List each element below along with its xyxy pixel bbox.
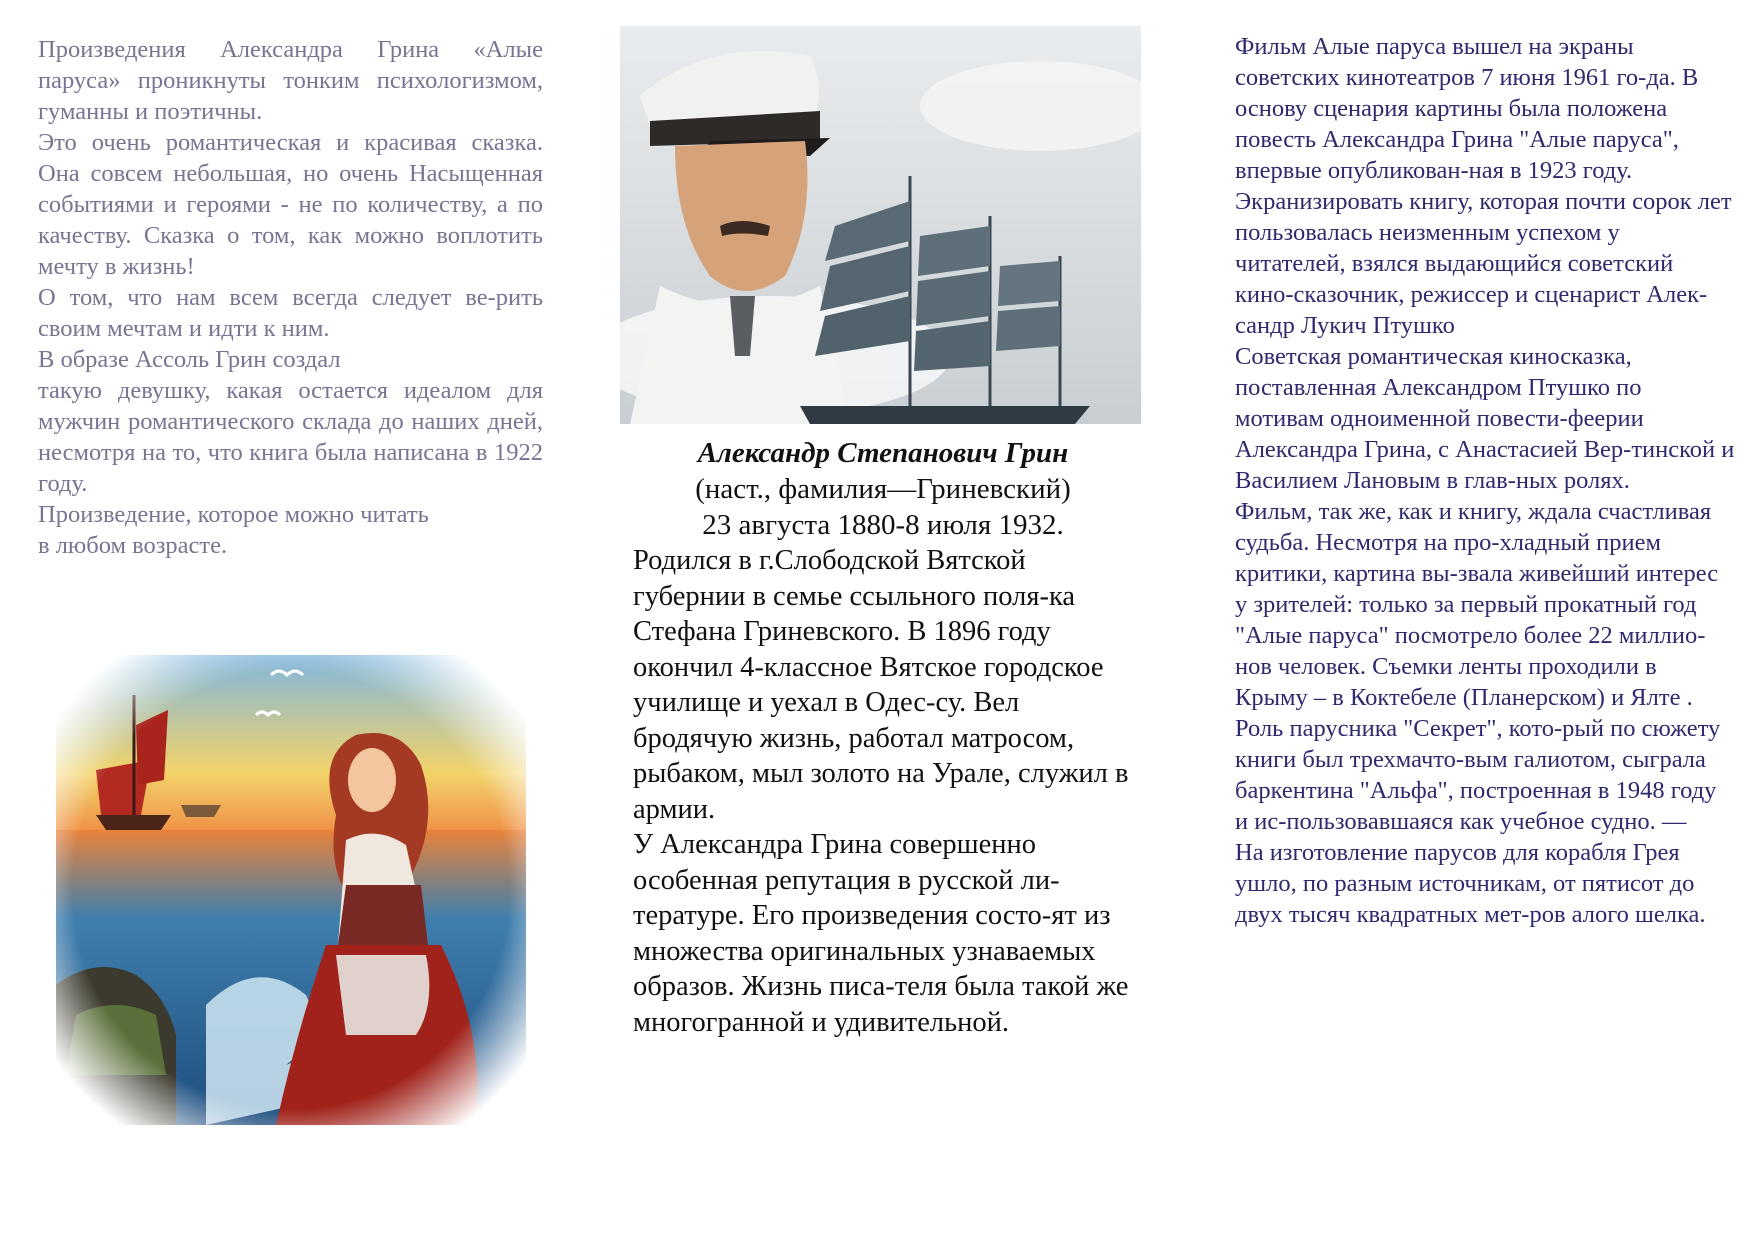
right-paragraph-1: Фильм Алые паруса вышел на экраны советских кинотеатров 7 июня 1961 го-да. В основу сценария картины была положена повесть Александра Грина "Алые паруса", впервые опубликован-ная в 1923 году. Экранизировать книгу, которая почти сорок лет пользовалась неизменным успехом у читателей, взялся выдающийся советский кино-сказочник, режиссер и сценарист Алек-сандр Лукич Птушко [1235, 33, 1732, 339]
author-real-surname: (наст., фамилия—Гриневский) [695, 473, 1071, 505]
author-dates: 23 августа 1880-8 июля 1932. [702, 509, 1064, 541]
biography [633, 543, 1133, 1040]
left-paragraph-1: Произведения Александра Грина «Алые паруса» проникнуты тонким психологизмом, гуманны и поэтичны. [38, 36, 543, 125]
bio-paragraph-1: Родился в г.Слободской Вятской губернии в семье ссыльного поля-ка Стефана Гриневского. В 1896 году окончил 4-классное Вятское городское училище и уехал в Одес-су. Вел бродячую жизнь, работал матросом, рыбаком, мыл золото на Урале, служил в армии. [633, 545, 1129, 825]
left-paragraph-2: Это очень романтическая и красивая сказка. Она совсем небольшая, но очень Насыщенная событиями и героями - не по количеству, а по качеству. Сказка о том, как можно воплотить мечту в жизнь! [38, 129, 543, 280]
right-paragraph-3: Фильм, так же, как и книгу, ждала счастливая судьба. Несмотря на про-хладный прием критики, картина вы-звала живейший интерес у зрителей: только за первый прокатный год "Алые паруса" посмотрело более 22 миллио-нов человек. Съемки ленты проходили в Крыму – в Коктебеле (Планерском) и Ялте . Роль парусника "Секрет", кото-рый по сюжету книги был трехмачто-вым галиотом, сыграла баркентина "Альфа", построенная в 1948 году и ис-пользовавшаяся как учебное судно. — [1235, 498, 1721, 835]
left-paragraph-3: О том, что нам всем всегда следует ве-рить своим мечтам и идти к ним. [38, 284, 543, 342]
bio-paragraph-2: У Александра Грина совершенно особенная репутация в русской ли-тературе. Его произведения состо-ят из множества оригинальных узнаваемых образов. Жизнь писа-теля была такой же многогранной и удивительной. [633, 829, 1129, 1038]
portrait-caption [633, 435, 1133, 543]
left-column [38, 34, 543, 561]
left-paragraph-4b: такую девушку, какая остается идеалом для мужчин романтического склада до наших дней, несмотря на то, что книга была написана в 1922 году. [38, 377, 543, 497]
right-paragraph-2: Советская романтическая киносказка, поставленная Александром Птушко по мотивам одноименной повести-феерии Александра Грина, с Анастасией Вер-тинской и Василием Лановым в глав-ных ролях. [1235, 343, 1735, 494]
assol-painting-image [56, 655, 526, 1125]
left-paragraph-4a: В образе Ассоль Грин создал [38, 346, 341, 373]
right-paragraph-4: На изготовление парусов для корабля Грея ушло, по разным источникам, от пятисот до двух тысяч квадратных мет-ров алого шелка. [1235, 839, 1706, 928]
green-portrait-image [620, 26, 1141, 424]
left-paragraph-5: Произведение, которое можно читать в любом возрасте. [38, 501, 429, 559]
middle-column [633, 435, 1133, 1040]
author-name: Александр Степанович Грин [697, 437, 1069, 469]
right-column [1235, 31, 1735, 930]
